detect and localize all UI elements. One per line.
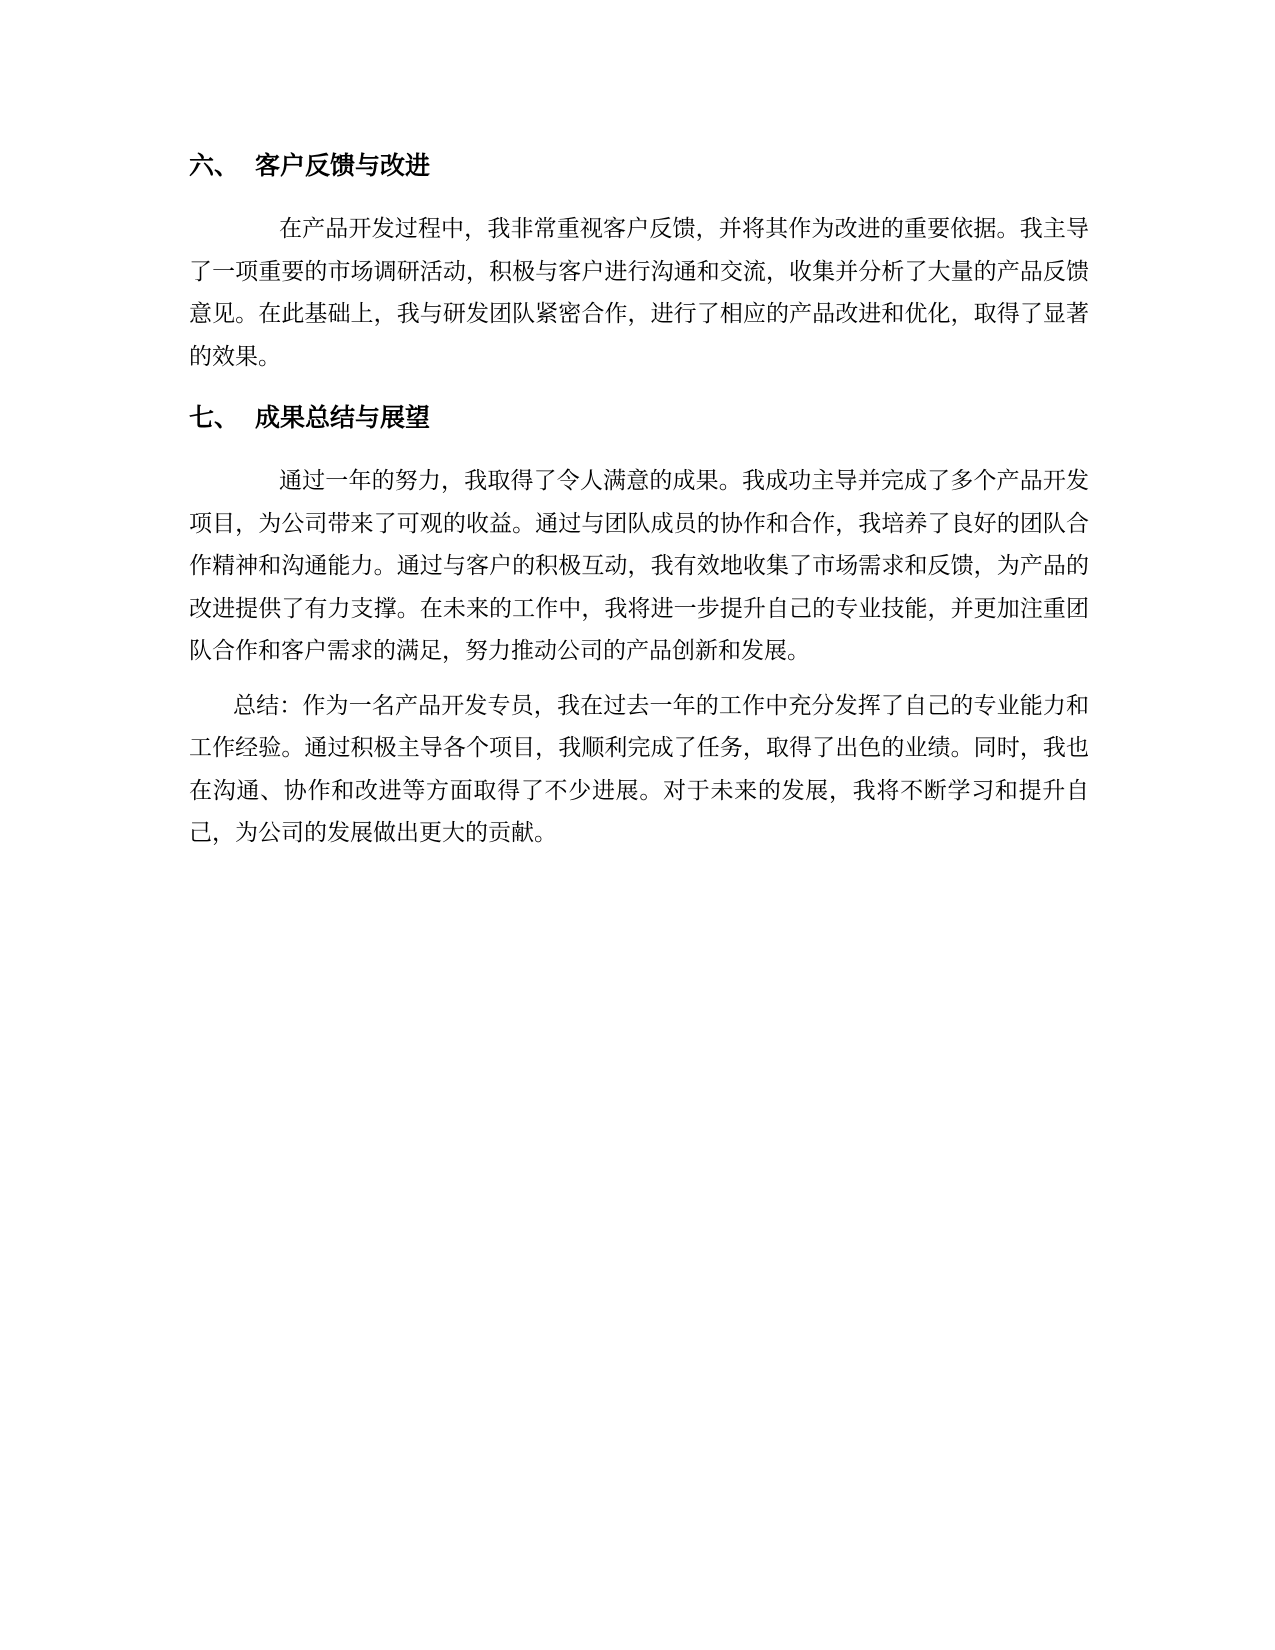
section-body-results-outlook: 通过一年的努力，我取得了令人满意的成果。我成功主导并完成了多个产品开发项目，为公司带来了可观的收益。通过与团队成员的协作和合作，我培养了良好的团队合作精神和沟通能力。通过与客户的积极互动，我有效地收集了市场需求和反馈，为产品的改进提供了有力支撑。在未来的工作中，我将进一步提升自己的专业技能，并更加注重团队合作和客户需求的满足，努力推动公司的产品创新和发展。 bbox=[189, 468, 1089, 664]
section-heading-results-outlook bbox=[189, 398, 1089, 438]
section-title: 成果总结与展望 bbox=[255, 403, 431, 432]
summary-paragraph: 总结：作为一名产品开发专员，我在过去一年的工作中充分发挥了自己的专业能力和工作经验。通过积极主导各个项目，我顺利完成了任务，取得了出色的业绩。同时，我也在沟通、协作和改进等方面取得了不少进展。对于未来的发展，我将不断学习和提升自己，为公司的发展做出更大的贡献。 bbox=[189, 692, 1089, 846]
section-heading-customer-feedback bbox=[189, 146, 1089, 186]
document-content bbox=[189, 140, 1089, 855]
section-number: 七、 bbox=[189, 403, 240, 432]
section-title: 客户反馈与改进 bbox=[255, 151, 431, 180]
section-number: 六、 bbox=[189, 151, 240, 180]
section-body-customer-feedback: 在产品开发过程中，我非常重视客户反馈，并将其作为改进的重要依据。我主导了一项重要的市场调研活动，积极与客户进行沟通和交流，收集并分析了大量的产品反馈意见。在此基础上，我与研发团队紧密合作，进行了相应的产品改进和优化，取得了显著的效果。 bbox=[189, 216, 1089, 370]
